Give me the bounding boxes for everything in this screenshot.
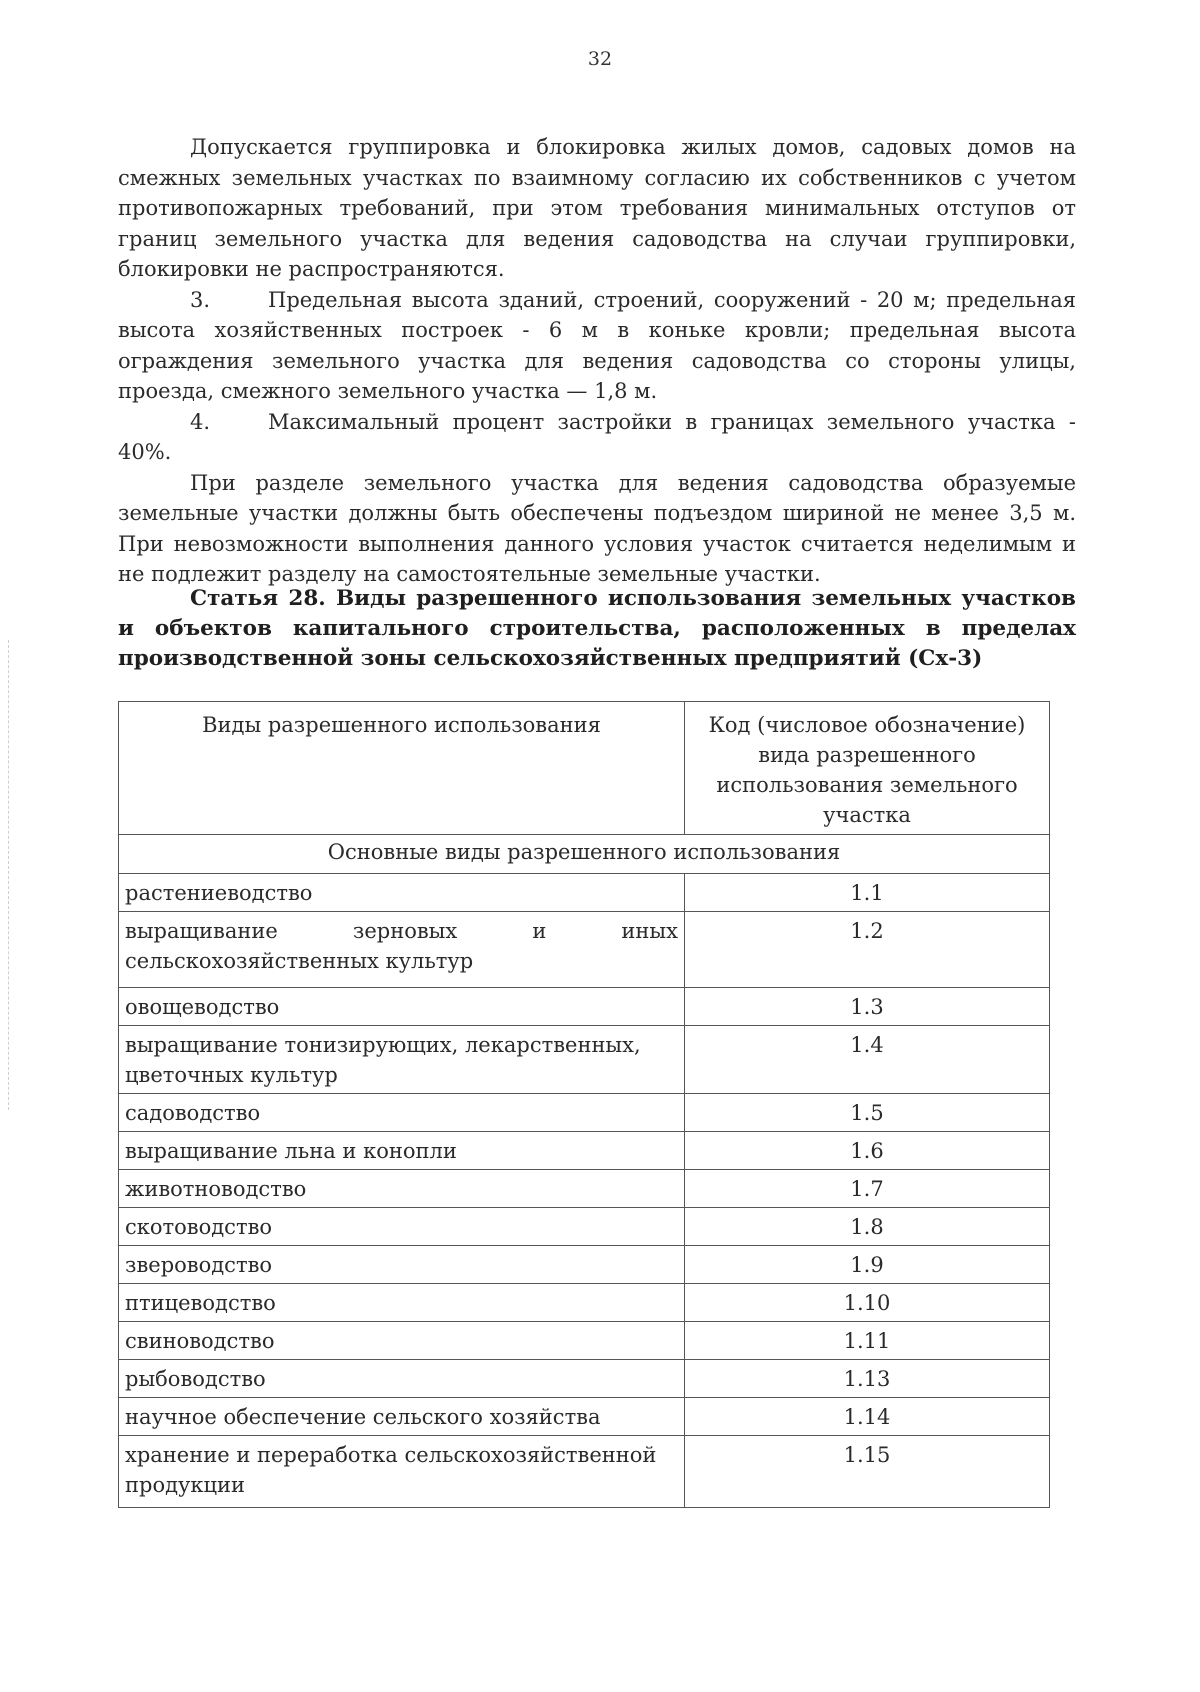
land-use-table-wrapper [118, 701, 1050, 1508]
section-title: Основные виды разрешенного использования [119, 835, 1050, 874]
use-code-cell: 1.11 [685, 1322, 1050, 1360]
use-code-cell: 1.13 [685, 1360, 1050, 1398]
use-code-cell: 1.3 [685, 988, 1050, 1026]
table-row [119, 1246, 1050, 1284]
use-type-cell [119, 1360, 685, 1398]
use-type-text: научное обеспечение сельского хозяйства [125, 1405, 601, 1429]
table-row [119, 1026, 1050, 1094]
body-text [118, 132, 1076, 590]
use-code-cell: 1.14 [685, 1398, 1050, 1436]
table-row [119, 1398, 1050, 1436]
use-code-cell: 1.8 [685, 1208, 1050, 1246]
land-use-table [118, 701, 1050, 1508]
use-code-cell: 1.1 [685, 874, 1050, 912]
use-type-word: иных [621, 919, 678, 943]
use-code-cell: 1.5 [685, 1094, 1050, 1132]
use-type-text: животноводство [125, 1177, 307, 1201]
use-type-cell [119, 1246, 685, 1284]
table-row [119, 1132, 1050, 1170]
use-type-word: зерновых [352, 919, 458, 943]
use-code-cell: 1.7 [685, 1170, 1050, 1208]
use-type-text: звероводство [125, 1253, 273, 1277]
item-3 [118, 285, 1076, 407]
use-type-cell [119, 1094, 685, 1132]
use-type-cell [119, 1208, 685, 1246]
column-header-code: Код (числовое обозначение) вида разрешенного использования земельного участка [685, 702, 1050, 835]
table-row [119, 1360, 1050, 1398]
use-type-cell [119, 912, 685, 988]
use-code-cell: 1.15 [685, 1436, 1050, 1508]
column-header-use-type: Виды разрешенного использования [119, 702, 685, 835]
use-type-word: и [532, 919, 547, 943]
use-code-cell: 1.4 [685, 1026, 1050, 1094]
use-type-text: птицеводство [125, 1291, 276, 1315]
use-type-text: выращивание тонизирующих, лекарственных, цветочных культур [125, 1033, 641, 1087]
use-code-cell: 1.10 [685, 1284, 1050, 1322]
use-code-cell: 1.2 [685, 912, 1050, 988]
page-number: 32 [587, 48, 613, 70]
table-row [119, 1094, 1050, 1132]
table-row [119, 874, 1050, 912]
use-code-cell: 1.9 [685, 1246, 1050, 1284]
use-type-cell [119, 1026, 685, 1094]
table-row [119, 1436, 1050, 1508]
item-3-text: Предельная высота зданий, строений, сооружений - 20 м; предельная высота хозяйственных построек - 6 м в коньке кровли; предельная высота ограждения земельного участка для ведения садоводства со стороны улицы, проезда, смежного земельного участка — 1,8 м. [118, 287, 1076, 403]
article-heading: Статья 28. Виды разрешенного использования земельных участков и объектов капитального строительства, расположенных в пределах производственной зоны сельскохозяйственных предприятий (Сх-3) [118, 586, 1076, 671]
table-row [119, 1208, 1050, 1246]
use-type-text: овощеводство [125, 995, 280, 1019]
use-type-text: хранение и переработка сельскохозяйственной продукции [125, 1443, 657, 1497]
use-type-cell [119, 1398, 685, 1436]
scan-margin-marks [8, 640, 10, 1110]
use-type-cell [119, 1132, 685, 1170]
use-type-text: выращивание льна и конопли [125, 1139, 457, 1163]
use-type-text: скотоводство [125, 1215, 273, 1239]
item-3-number: 3. [190, 287, 211, 312]
use-type-line-1 [125, 912, 678, 946]
item-4 [118, 407, 1076, 468]
use-type-text: садоводство [125, 1101, 261, 1125]
use-type-line-2: сельскохозяйственных культур [125, 949, 474, 973]
table-row [119, 1322, 1050, 1360]
use-type-cell [119, 988, 685, 1026]
table-row [119, 912, 1050, 988]
item-4-text: Максимальный процент застройки в границах земельного участка - 40%. [118, 409, 1076, 464]
use-type-text: растениеводство [125, 881, 313, 905]
use-type-cell [119, 1322, 685, 1360]
table-header-row [119, 702, 1050, 835]
use-type-text: рыбоводство [125, 1367, 266, 1391]
use-type-cell [119, 1284, 685, 1322]
table-row [119, 1170, 1050, 1208]
table-section-row [119, 835, 1050, 874]
table-row [119, 1284, 1050, 1322]
use-type-cell [119, 1436, 685, 1508]
use-type-cell [119, 874, 685, 912]
use-code-cell: 1.6 [685, 1132, 1050, 1170]
table-row [119, 988, 1050, 1026]
use-type-word: выращивание [125, 919, 278, 943]
paragraph-grouping: Допускается группировка и блокировка жилых домов, садовых домов на смежных земельных участках по взаимному согласию их собственников с учетом противопожарных требований, при этом требования минимальных отступов от границ земельного участка для ведения садоводства на случаи группировки, блокировки не распространяются. [118, 135, 1076, 281]
use-type-text: свиноводство [125, 1329, 275, 1353]
use-type-cell [119, 1170, 685, 1208]
item-4-number: 4. [190, 409, 211, 434]
paragraph-division: При разделе земельного участка для ведения садоводства образуемые земельные участки должны быть обеспечены подъездом шириной не менее 3,5 м. При невозможности выполнения данного условия участок считается неделимым и не подлежит разделу на самостоятельные земельные участки. [118, 470, 1076, 586]
